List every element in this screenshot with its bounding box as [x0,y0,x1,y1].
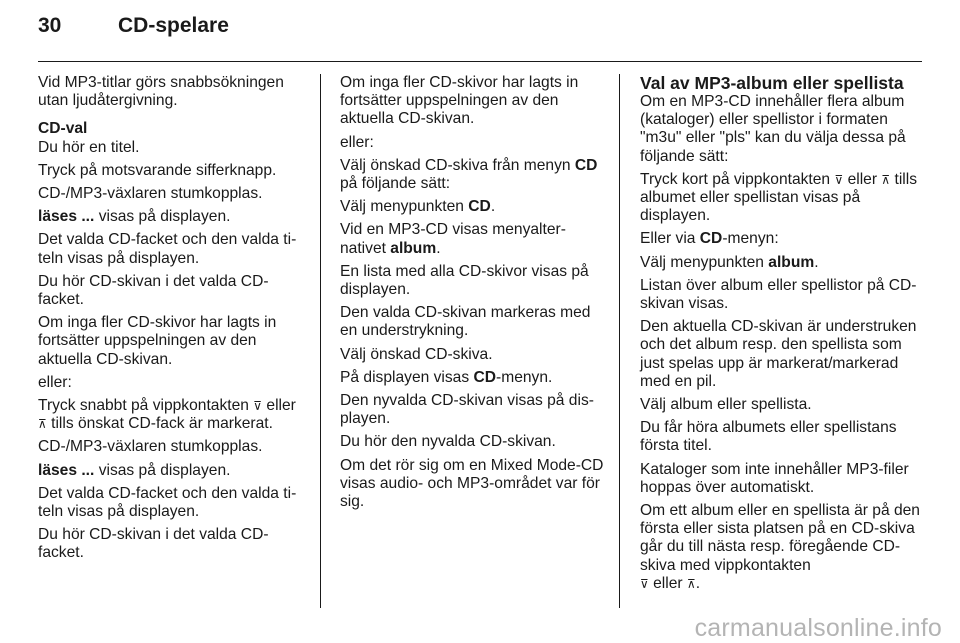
paragraph: Välj album eller spellista. [640,396,812,414]
paragraph [340,221,606,257]
text: Eller via [640,230,700,248]
column-left [38,74,306,568]
text: tills albumet eller spellistan visas på displayen. [640,170,918,225]
paragraph [640,502,925,593]
paragraph: Välj önskad CD-skiva. [340,345,493,363]
rocker-down-icon: ⊽ [640,576,649,591]
paragraph: eller: [340,133,374,151]
text: -menyn: [722,230,779,248]
paragraph: Vid MP3-titlar görs snabbsökningen utan ljudåtergivning. [38,74,284,110]
paragraph: En lista med alla CD-skivor visas på displayen. [340,262,589,299]
paragraph: Om inga fler CD-skivor har lagts in fortsätter uppspelningen av den aktuella CD-skivan. [340,74,579,128]
paragraph: Om inga fler CD-skivor har lagts in fortsätter uppspelningen av den aktuella CD-skivan. [38,314,277,368]
paragraph: Du hör CD-skivan i det valda CD-facket. [38,272,269,309]
paragraph: Om en MP3-CD innehåller flera album (kataloger) eller spellistor i formaten "m3u" eller "pls" kan du välja dessa på följande sätt: [640,93,906,165]
paragraph [640,171,925,226]
paragraph: Listan över album eller spellistor på CD-skivan visas. [640,276,917,313]
text: på följande sätt: [340,175,451,193]
text: Om ett album eller en spellista är på den första eller sista platsen på en CD-skiva går du till nästa resp. föregående CD-skiva med vippkontakten [640,502,920,574]
column-right [640,74,925,598]
menu-name: CD [468,198,491,216]
text: visas på displayen. [94,461,231,479]
paragraph: Om det rör sig om en Mixed Mode-CD visas audio- och MP3-området var för sig. [340,456,604,511]
display-text: läses ... [38,461,95,479]
paragraph: Du hör en titel. [38,138,140,156]
text: . [490,198,496,216]
paragraph [340,198,606,216]
rocker-up-icon: ⊼ [686,576,696,591]
text: tills önskat CD-fack är markerat. [46,415,273,433]
text: . [695,574,701,592]
page-number: 30 [38,14,62,37]
column-divider [619,74,620,608]
menu-name: CD [699,230,723,248]
paragraph: Du får höra albumets eller spellistans första titel. [640,419,897,455]
paragraph: Tryck på motsvarande sifferknapp. [38,161,277,179]
text: Välj menypunkten [340,198,469,216]
section-heading: CD-val [38,120,88,138]
text: . [814,253,819,271]
paragraph: Det valda CD-facket och den valda titeln visas på displayen. [38,231,297,267]
text: På displayen visas [340,368,474,386]
paragraph [38,397,306,433]
paragraph: Du hör den nyvalda CD-skivan. [340,433,556,451]
paragraph: Den valda CD-skivan markeras med en understrykning. [340,304,591,340]
paragraph [38,462,306,480]
watermark: carmanualsonline.info [694,614,942,642]
paragraph: Kataloger som inte innehåller MP3-filer hoppas över automatiskt. [640,460,909,496]
menu-name: album [390,239,437,257]
paragraph: Den nyvalda CD-skivan visas på displayen. [340,392,594,428]
text: Vid en MP3-CD visas menyalternativet [340,221,566,257]
text: eller [843,170,882,188]
text: visas på displayen. [94,208,231,226]
text: eller [648,574,687,592]
menu-name: album [768,253,815,271]
paragraph: eller: [38,373,72,391]
display-text: läses ... [38,208,95,226]
paragraph [38,208,306,226]
text: Välj önskad CD-skiva från menyn [340,156,575,174]
menu-name: CD [473,368,497,386]
column-middle [340,74,606,516]
text: Tryck snabbt på vippkontakten [38,397,254,415]
menu-name: CD [574,156,598,174]
text: . [436,239,441,257]
section-heading: Val av MP3-album eller spellista [640,73,904,93]
rocker-down-icon: ⊽ [253,399,263,414]
paragraph: CD-/MP3-växlaren stumkopplas. [38,438,263,456]
rocker-up-icon: ⊼ [38,417,47,432]
paragraph: Det valda CD-facket och den valda titeln visas på displayen. [38,484,297,521]
paragraph: CD-/MP3-växlaren stumkopplas. [38,185,263,203]
paragraph: Du hör CD-skivan i det valda CD-facket. [38,526,269,562]
column-divider [320,74,321,608]
text: -menyn. [496,368,553,386]
paragraph [640,254,925,272]
text: Välj menypunkten [640,253,769,271]
paragraph [340,369,606,387]
paragraph: Den aktuella CD-skivan är understruken och det album resp. den spellista som just spelas upp är markerat/markerad med en pil. [640,318,917,390]
header-rule [38,61,922,62]
paragraph [640,230,925,248]
paragraph [340,157,606,193]
text: Tryck kort på vippkontakten [640,170,835,188]
rocker-up-icon: ⊼ [881,172,891,187]
chapter-title: CD-spelare [118,14,229,37]
rocker-down-icon: ⊽ [834,172,844,187]
text: eller [262,397,296,415]
